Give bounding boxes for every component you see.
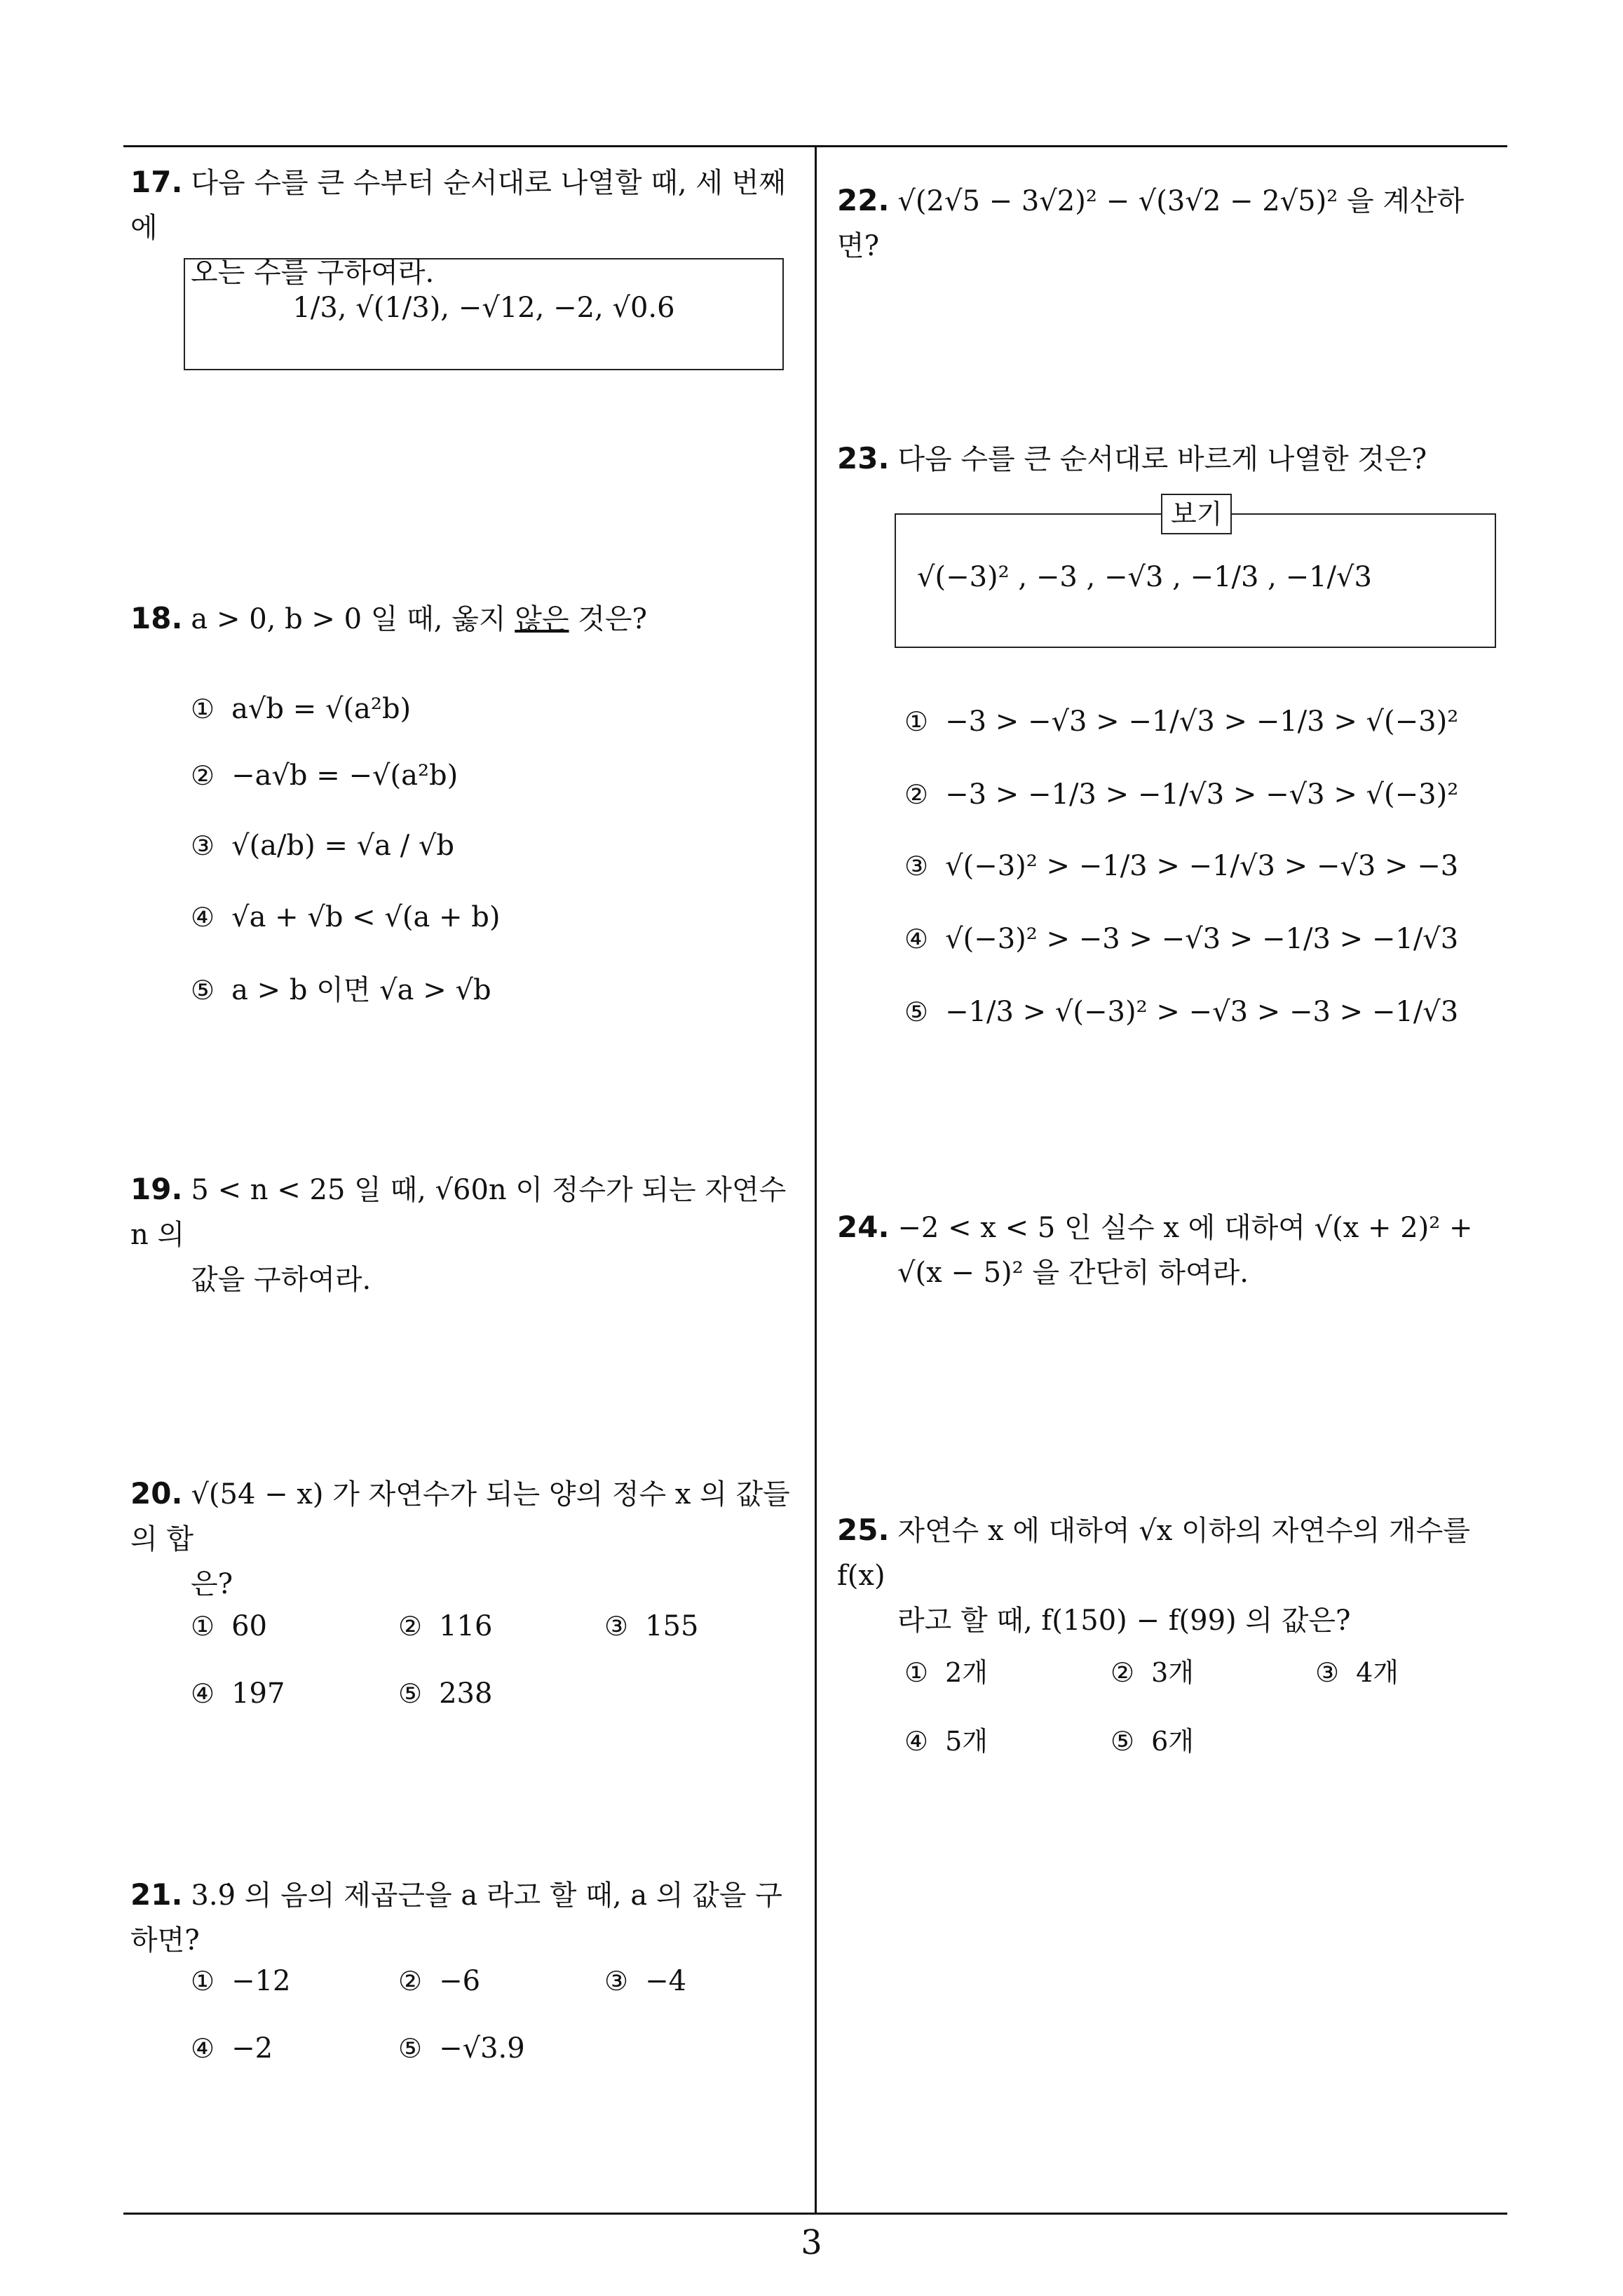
column-divider [815, 147, 817, 2213]
question-text: √(x − 5)² 을 간단히 하여라. [897, 1257, 1249, 1289]
question-number: 21. [130, 1877, 183, 1912]
q18-option-3[interactable]: ③ √(a/b) = √a / √b [191, 830, 454, 862]
q23-option-1[interactable]: ① −3 > −√3 > −1/√3 > −1/3 > √(−3)² [904, 705, 1459, 738]
q25-option-5[interactable]: ⑤ 6개 [1111, 1726, 1194, 1757]
question-text: a > 0, b > 0 일 때, 옳지 [191, 603, 515, 635]
q18-option-2[interactable]: ② −a√b = −√(a²b) [191, 759, 459, 792]
question-number: 19. [130, 1172, 183, 1206]
question-text: 오는 수를 구하여라. [191, 257, 435, 289]
q25-option-4[interactable]: ④ 5개 [904, 1726, 988, 1757]
q23-option-4[interactable]: ④ √(−3)² > −3 > −√3 > −1/3 > −1/√3 [904, 923, 1459, 955]
q20-option-1[interactable]: ① 60 [191, 1610, 267, 1642]
question-text: 3.9̇ 의 음의 제곱근을 a 라고 할 때, a 의 값을 구하면? [130, 1879, 782, 1957]
q21-option-4[interactable]: ④ −2 [191, 2032, 273, 2065]
question-23 [837, 436, 1503, 482]
q23-option-2[interactable]: ② −3 > −1/3 > −1/√3 > −√3 > √(−3)² [904, 778, 1459, 811]
question-20 [130, 1471, 803, 1607]
q23-option-5[interactable]: ⑤ −1/3 > √(−3)² > −√3 > −3 > −1/√3 [904, 996, 1459, 1028]
question-number: 18. [130, 601, 183, 635]
question-text: 라고 할 때, f(150) − f(99) 의 값은? [897, 1605, 1351, 1637]
q17-numbers: 1/3, √(1/3), −√12, −2, √0.6 [292, 292, 675, 324]
q18-option-4[interactable]: ④ √a + √b < √(a + b) [191, 901, 501, 933]
q23-option-3[interactable]: ③ √(−3)² > −1/3 > −1/√3 > −√3 > −3 [904, 850, 1459, 882]
question-text: 5 < n < 25 일 때, √60n 이 정수가 되는 자연수 n 의 [130, 1174, 787, 1251]
question-text: 다음 수를 큰 순서대로 바르게 나열한 것은? [897, 443, 1427, 475]
q20-option-3[interactable]: ③ 155 [604, 1610, 699, 1642]
question-text: 다음 수를 큰 수부터 순서대로 나열할 때, 세 번째에 [130, 167, 786, 244]
q21-option-2[interactable]: ② −6 [398, 1965, 481, 1997]
q20-option-5[interactable]: ⑤ 238 [398, 1677, 493, 1710]
question-text: 자연수 x 에 대하여 √x 이하의 자연수의 개수를 f(x) [837, 1515, 1470, 1592]
question-number: 22. [837, 183, 890, 217]
question-22 [837, 178, 1503, 269]
page-number: 3 [801, 2223, 822, 2262]
question-text: 것은? [569, 603, 647, 635]
question-text-emphasis: 않은 [515, 603, 569, 635]
question-number: 17. [130, 165, 183, 199]
question-24 [837, 1205, 1503, 1295]
question-number: 25. [837, 1513, 890, 1547]
q25-option-2[interactable]: ② 3개 [1111, 1657, 1194, 1688]
question-21 [130, 1872, 803, 1963]
question-25 [837, 1508, 1503, 1643]
question-text: −2 < x < 5 인 실수 x 에 대하여 √(x + 2)² + [897, 1212, 1473, 1244]
q25-option-3[interactable]: ③ 4개 [1315, 1657, 1399, 1688]
q20-option-2[interactable]: ② 116 [398, 1610, 493, 1642]
question-text: √(2√5 − 3√2)² − √(3√2 − 2√5)² 을 계산하면? [837, 185, 1465, 262]
q18-option-1[interactable]: ① a√b = √(a²b) [191, 693, 412, 725]
q23-example-numbers: √(−3)² , −3 , −√3 , −1/3 , −1/√3 [917, 561, 1372, 593]
question-text: 은? [191, 1568, 233, 1600]
bottom-rule [123, 2213, 1507, 2215]
question-19 [130, 1167, 803, 1302]
q17-number-box [184, 258, 784, 370]
question-text: √(54 − x) 가 자연수가 되는 양의 정수 x 의 값들의 합 [130, 1478, 790, 1555]
question-number: 23. [837, 441, 890, 475]
q25-option-1[interactable]: ① 2개 [904, 1657, 988, 1688]
question-18 [130, 596, 803, 642]
q21-option-1[interactable]: ① −12 [191, 1965, 291, 1997]
q23-example-label: 보기 [1161, 494, 1232, 534]
q21-option-5[interactable]: ⑤ −√3.9 [398, 2032, 525, 2065]
question-number: 20. [130, 1476, 183, 1511]
question-number: 24. [837, 1210, 890, 1244]
q21-option-3[interactable]: ③ −4 [604, 1965, 687, 1997]
q20-option-4[interactable]: ④ 197 [191, 1677, 285, 1710]
question-text: 값을 구하여라. [191, 1264, 372, 1296]
q18-option-5[interactable]: ⑤ a > b 이면 √a > √b [191, 974, 491, 1006]
